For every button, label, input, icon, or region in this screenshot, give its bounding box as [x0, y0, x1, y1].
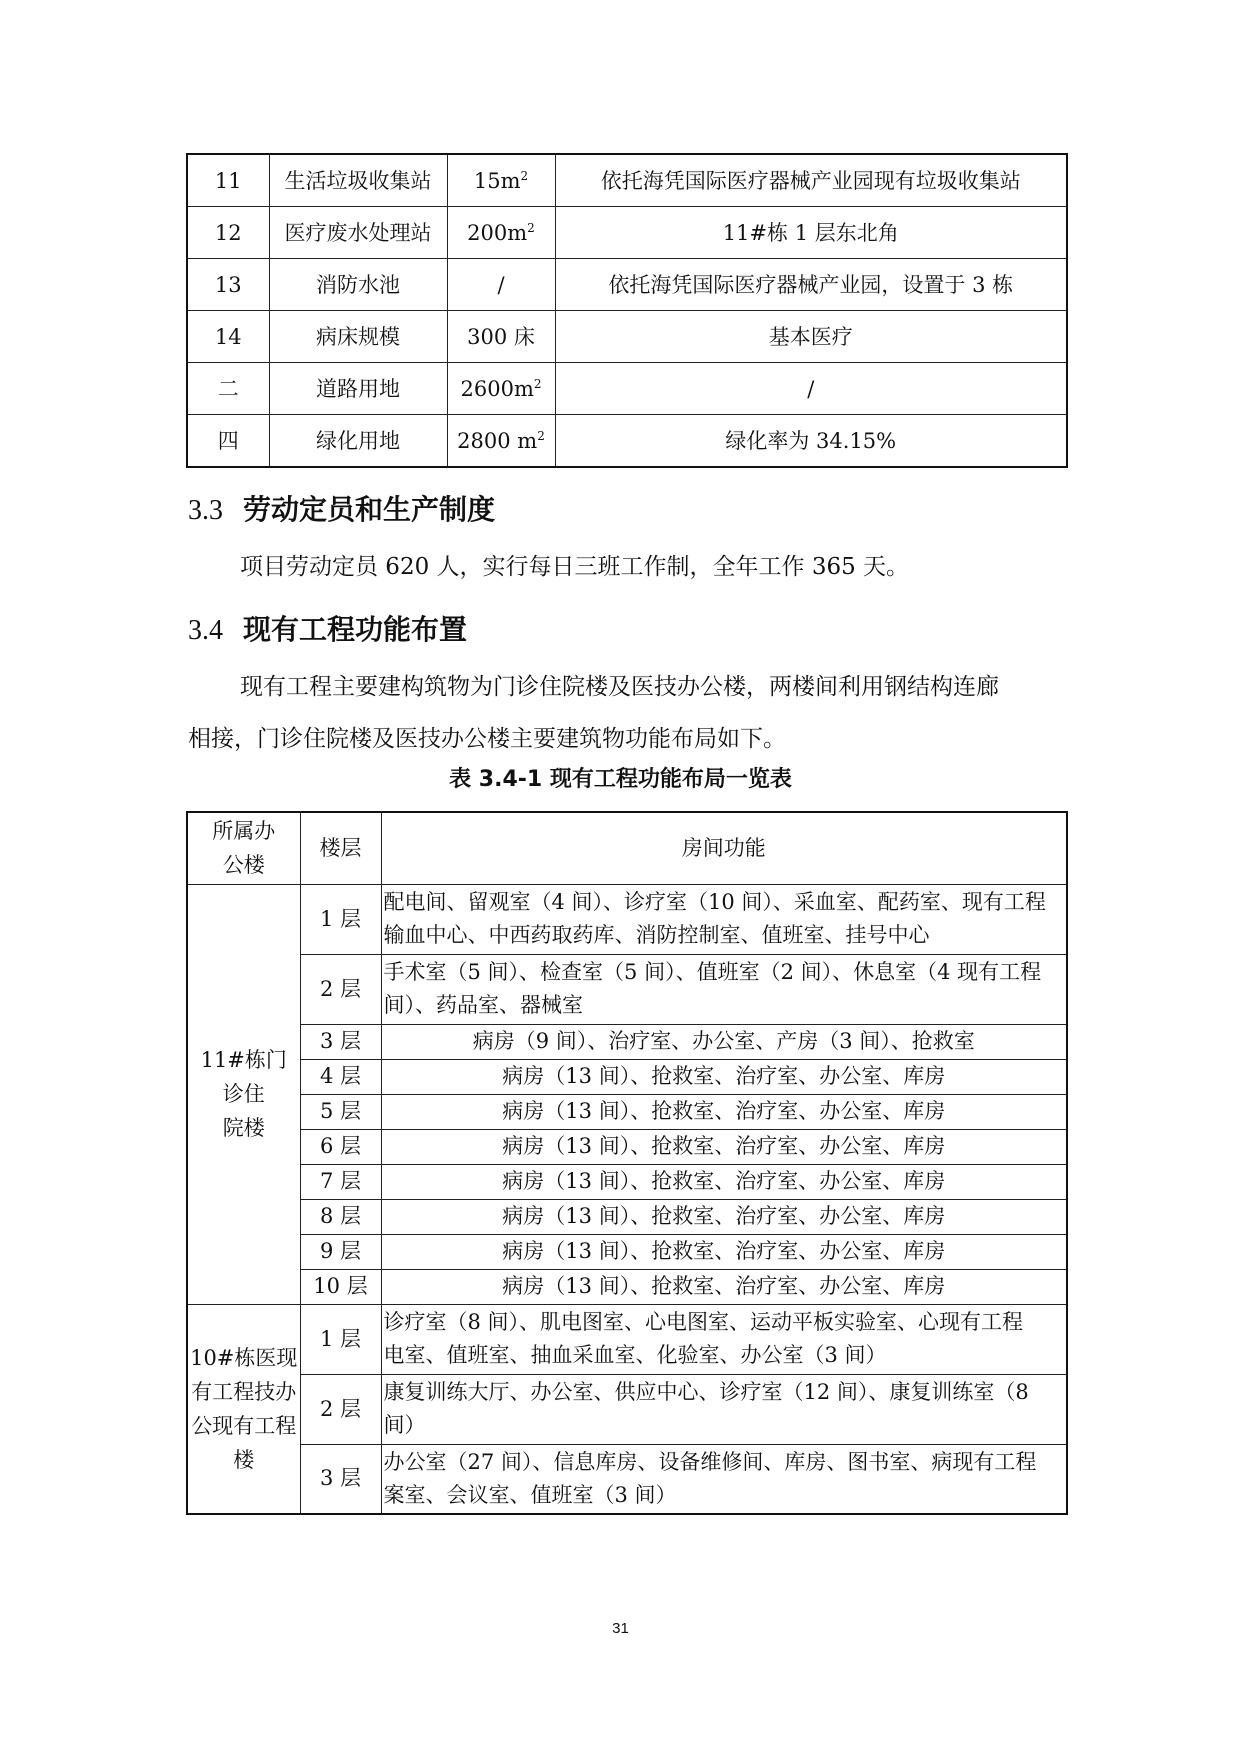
table-row: [187, 1059, 1067, 1094]
row-number: 二: [187, 363, 269, 415]
function-cell: 诊疗室（8 间）、肌电图室、心电图室、运动平板实验室、心现有工程 电室、值班室、抽血采血室、化验室、办公室（3 间）: [381, 1304, 1067, 1374]
table-row: [187, 1444, 1067, 1514]
table-row: [187, 363, 1067, 415]
paragraph-staffing: 项目劳动定员 620 人，实行每日三班工作制，全年工作 365 天。: [240, 554, 910, 580]
table-row: [187, 1374, 1067, 1444]
building-11-cell: 11#栋门 诊住 院楼: [187, 884, 300, 1304]
table-row: [187, 1234, 1067, 1269]
function-cell: 病房（13 间）、抢救室、治疗室、办公室、库房: [381, 1199, 1067, 1234]
function-cell: 康复训练大厅、办公室、供应中心、诊疗室（12 间）、康复训练室（8 间）: [381, 1374, 1067, 1444]
facility-size: $200m^2$: [447, 207, 555, 259]
table-caption: 表 3.4-1 现有工程功能布局一览表: [449, 767, 792, 792]
paragraph-layout-line2: 相接，门诊住院楼及医技办公楼主要建筑物功能布局如下。: [188, 726, 786, 752]
table-row: [187, 1199, 1067, 1234]
floor-cell: 2 层: [300, 1374, 381, 1444]
table-row: [187, 154, 1067, 207]
section-heading-3-3: 3.3 劳动定员和生产制度: [188, 493, 496, 526]
facility-note: 绿化率为 34.15%: [555, 415, 1067, 468]
facility-name: 绿化用地: [269, 415, 447, 468]
facility-name: 消防水池: [269, 259, 447, 311]
table-row: [187, 259, 1067, 311]
facility-size: $15m^2$: [447, 154, 555, 207]
floor-cell: 3 层: [300, 1444, 381, 1514]
row-number: 11: [187, 154, 269, 207]
row-number: 14: [187, 311, 269, 363]
function-cell: 病房（13 间）、抢救室、治疗室、办公室、库房: [381, 1164, 1067, 1199]
function-cell: 配电间、留观室（4 间）、诊疗室（10 间）、采血室、配药室、现有工程 输血中心、中西药取药库、消防控制室、值班室、挂号中心: [381, 884, 1067, 954]
table-row: [187, 1129, 1067, 1164]
function-cell: 病房（13 间）、抢救室、治疗室、办公室、库房: [381, 1269, 1067, 1304]
facility-size: 300 床: [447, 311, 555, 363]
row-number: 12: [187, 207, 269, 259]
floor-cell: 6 层: [300, 1129, 381, 1164]
header-floor: 楼层: [300, 812, 381, 884]
function-cell: 病房（13 间）、抢救室、治疗室、办公室、库房: [381, 1094, 1067, 1129]
facility-note: 基本医疗: [555, 311, 1067, 363]
building-10-cell: 10#栋医现 有工程技办 公现有工程 楼: [187, 1304, 300, 1514]
function-cell: 手术室（5 间）、检查室（5 间）、值班室（2 间）、休息室（4 现有工程 间）、药品室、器械室: [381, 954, 1067, 1024]
facility-size: 2800 $m^2$: [447, 415, 555, 468]
table-row: [187, 311, 1067, 363]
row-number: 四: [187, 415, 269, 468]
function-cell: 病房（9 间）、治疗室、办公室、产房（3 间）、抢救室: [381, 1024, 1067, 1059]
facility-size: /: [447, 259, 555, 311]
function-cell: 病房（13 间）、抢救室、治疗室、办公室、库房: [381, 1234, 1067, 1269]
facility-table: [186, 153, 1068, 468]
floor-cell: 2 层: [300, 954, 381, 1024]
floor-cell: 4 层: [300, 1059, 381, 1094]
table-row: [187, 1094, 1067, 1129]
facility-note: /: [555, 363, 1067, 415]
facility-name: 道路用地: [269, 363, 447, 415]
floor-cell: 10 层: [300, 1269, 381, 1304]
facility-note: 依托海凭国际医疗器械产业园现有垃圾收集站: [555, 154, 1067, 207]
floor-cell: 5 层: [300, 1094, 381, 1129]
function-cell: 病房（13 间）、抢救室、治疗室、办公室、库房: [381, 1129, 1067, 1164]
facility-note: 11#栋 1 层东北角: [555, 207, 1067, 259]
table-row: [187, 1164, 1067, 1199]
function-layout-table: [186, 811, 1068, 1515]
table-row: [187, 207, 1067, 259]
table-row: [187, 415, 1067, 468]
header-building: 所属办 公楼: [187, 812, 300, 884]
table-row: [187, 1269, 1067, 1304]
row-number: 13: [187, 259, 269, 311]
table-row: [187, 1304, 1067, 1374]
floor-cell: 7 层: [300, 1164, 381, 1199]
facility-name: 病床规模: [269, 311, 447, 363]
facility-name: 医疗废水处理站: [269, 207, 447, 259]
table-row: [187, 1024, 1067, 1059]
facility-size: $2600m^2$: [447, 363, 555, 415]
page-number: 31: [612, 1620, 629, 1637]
facility-note: 依托海凭国际医疗器械产业园，设置于 3 栋: [555, 259, 1067, 311]
table-row: [187, 884, 1067, 954]
floor-cell: 9 层: [300, 1234, 381, 1269]
function-cell: 病房（13 间）、抢救室、治疗室、办公室、库房: [381, 1059, 1067, 1094]
floor-cell: 1 层: [300, 1304, 381, 1374]
floor-cell: 3 层: [300, 1024, 381, 1059]
table-header-row: [187, 812, 1067, 884]
paragraph-layout-line1: 现有工程主要建构筑物为门诊住院楼及医技办公楼，两楼间利用钢结构连廊: [240, 674, 999, 700]
header-function: 房间功能: [381, 812, 1067, 884]
facility-name: 生活垃圾收集站: [269, 154, 447, 207]
table-row: [187, 954, 1067, 1024]
floor-cell: 8 层: [300, 1199, 381, 1234]
floor-cell: 1 层: [300, 884, 381, 954]
section-heading-3-4: 3.4 现有工程功能布置: [188, 613, 468, 646]
function-cell: 办公室（27 间）、信息库房、设备维修间、库房、图书室、病现有工程 案室、会议室、值班室（3 间）: [381, 1444, 1067, 1514]
